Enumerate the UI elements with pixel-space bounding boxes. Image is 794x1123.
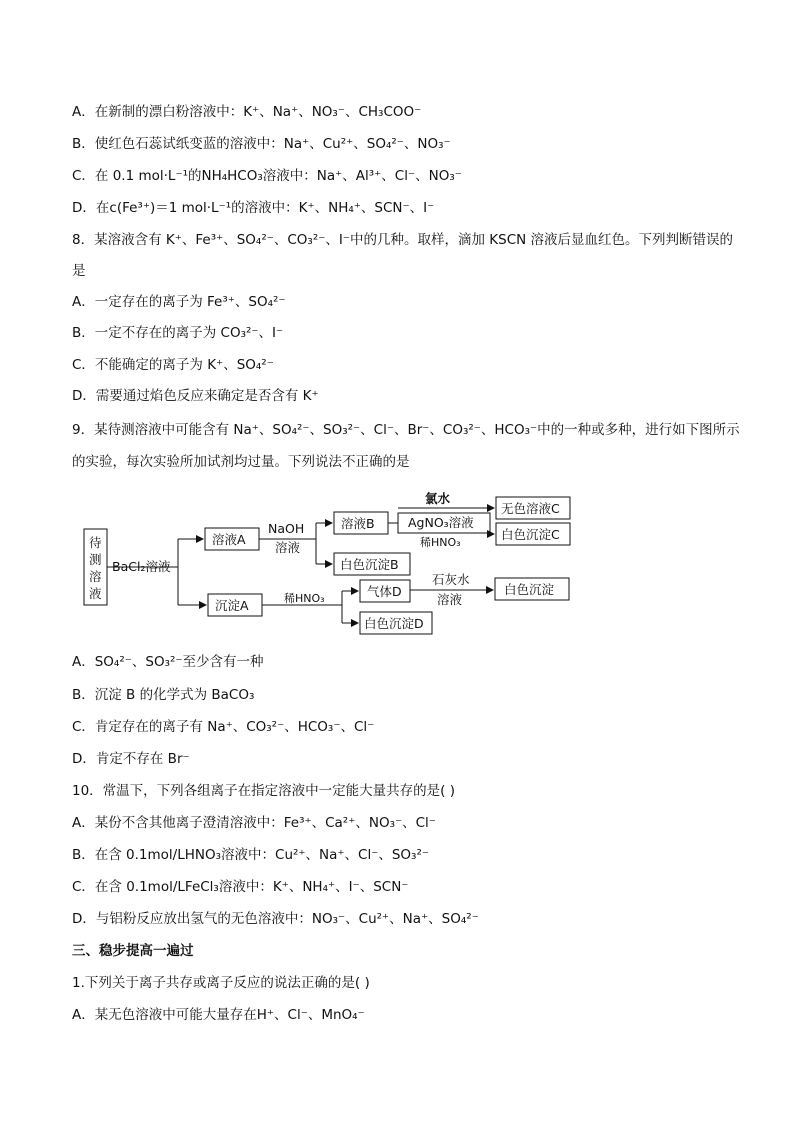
label-solution-b: 溶液B [341, 516, 375, 531]
question-s1: 1.下列关于离子共存或离子反应的说法正确的是( ) [72, 975, 370, 991]
label-white-c: 白色沉淀C [501, 527, 560, 542]
line-q10d: D．与铝粉反应放出氢气的无色溶液中：NO₃⁻、Cu²⁺、Na⁺、SO₄²⁻ [72, 911, 479, 927]
label-naoh-solution: 溶液 [275, 540, 301, 555]
label-colorless-c: 无色溶液C [501, 501, 560, 516]
question-9: 9．某待测溶液中可能含有 Na⁺、SO₄²⁻、SO₃²⁻、Cl⁻、Br⁻、CO₃²⁻、HCO₃⁻中的一种或多种，进行如下图所示 [72, 422, 740, 438]
label-naoh: NaOH [268, 521, 305, 536]
label-agno3: AgNO₃溶液 [408, 515, 474, 530]
line-q9a: A．SO₄²⁻、SO₃²⁻至少含有一种 [72, 654, 264, 670]
label-start-1: 待 [89, 535, 102, 550]
question-9-cont: 的实验，每次实验所加试剂均过量。下列说法不正确的是 [72, 454, 410, 470]
label-solution-a: 溶液A [212, 532, 246, 547]
line-q7d: D．在c(Fe³⁺)＝1 mol·L⁻¹的溶液中：K⁺、NH₄⁺、SCN⁻、I⁻ [72, 200, 435, 216]
line-q7b: B．使红色石蕊试纸变蓝的溶液中：Na⁺、Cu²⁺、SO₄²⁻、NO₃⁻ [72, 136, 451, 152]
label-hno3-b: 稀HNO₃ [284, 592, 325, 605]
line-q10b: B．在含 0.1mol/LHNO₃溶液中：Cu²⁺、Na⁺、Cl⁻、SO₃²⁻ [72, 847, 430, 863]
label-white-b: 白色沉淀B [340, 557, 399, 572]
label-gas-d: 气体D [367, 584, 402, 599]
label-white-final: 白色沉淀 [504, 582, 555, 597]
label-start-3: 溶 [89, 569, 102, 584]
line-q8c: C．不能确定的离子为 K⁺、SO₄²⁻ [72, 357, 274, 373]
question-8-cont: 是 [72, 263, 86, 279]
line-s1a: A．某无色溶液中可能大量存在H⁺、Cl⁻、MnO₄⁻ [72, 1007, 365, 1023]
label-start-2: 测 [89, 552, 102, 567]
label-precipitate-a: 沉淀A [215, 598, 249, 613]
line-q8b: B．一定不存在的离子为 CO₃²⁻、I⁻ [72, 325, 284, 341]
line-q9b: B．沉淀 B 的化学式为 BaCO₃ [72, 687, 255, 703]
label-start-4: 液 [89, 586, 102, 601]
label-limewater-solution: 溶液 [437, 592, 463, 607]
label-white-d: 白色沉淀D [364, 616, 424, 631]
line-q8a: A．一定存在的离子为 Fe³⁺、SO₄²⁻ [72, 294, 286, 310]
question-8: 8．某溶液含有 K⁺、Fe³⁺、SO₄²⁻、CO₃²⁻、I⁻中的几种。取样，滴加 KSCN 溶液后显血红色。下列判断错误的 [72, 232, 734, 248]
line-q9c: C．肯定存在的离子有 Na⁺、CO₃²⁻、HCO₃⁻、Cl⁻ [72, 719, 375, 735]
line-q7c: C．在 0.1 mol·L⁻¹的NH₄HCO₃溶液中：Na⁺、Al³⁺、Cl⁻、NO₃⁻ [72, 168, 462, 184]
line-q10a: A．某份不含其他离子澄清溶液中：Fe³⁺、Ca²⁺、NO₃⁻、Cl⁻ [72, 815, 436, 831]
line-q7a: A．在新制的漂白粉溶液中：K⁺、Na⁺、NO₃⁻、CH₃COO⁻ [72, 104, 422, 120]
label-hno3-a: 稀HNO₃ [420, 536, 461, 549]
label-bacl2: BaCl₂溶液 [112, 559, 171, 574]
line-q10c: C．在含 0.1mol/LFeCl₃溶液中：K⁺、NH₄⁺、I⁻、SCN⁻ [72, 879, 409, 895]
section-3-heading: 三、稳步提高一遍过 [72, 943, 194, 959]
line-q8d: D．需要通过焰色反应来确定是否含有 K⁺ [72, 388, 319, 404]
question-10: 10．常温下，下列各组离子在指定溶液中一定能大量共存的是( ) [72, 783, 456, 799]
label-chlorine-water: 氯水 [425, 491, 451, 506]
label-limewater: 石灰水 [432, 572, 470, 587]
line-q9d: D．肯定不存在 Br⁻ [72, 751, 190, 767]
